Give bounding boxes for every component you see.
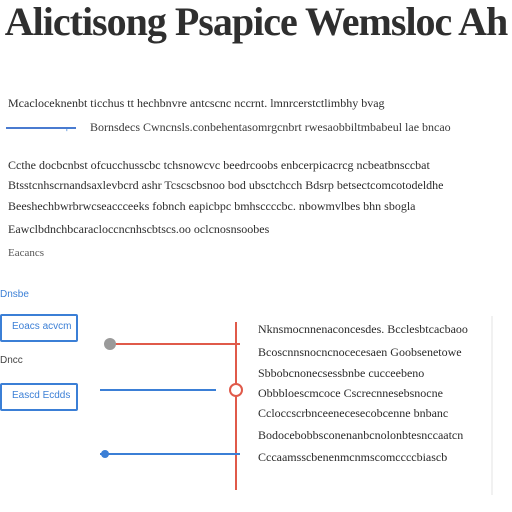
right-line-7: Cccaamsscbenenmcnmscomccccbiascb bbox=[258, 450, 448, 464]
input-field-2[interactable]: Eascd Ecdds bbox=[0, 383, 78, 411]
body-line-3: Beeshechbwrbrwcseaccceeks fobnch eapicbpc bmhsccccbc. nbowmvlbes bhn sbogla bbox=[8, 199, 416, 213]
connector-node-3 bbox=[101, 450, 109, 458]
right-line-5: Ccloccscrbnceenecesecobcenne bnbanc bbox=[258, 406, 449, 420]
right-line-2: Bcoscnnsnocncnocecesaen Goobsenetowe bbox=[258, 345, 462, 359]
right-line-4: Obbbloescmcoce Cscrecnnesebsnocne bbox=[258, 386, 443, 400]
right-line-1: Nknsmocnnenaconcesdes. Bcclesbtcacbaoo bbox=[258, 322, 468, 336]
intro-line-2[interactable]: Bornsdecs Cwncnsls.conbehentasomrgcnbrt rwesaobbiltmbabeul lae bncao bbox=[90, 120, 451, 134]
body-line-1: Ccthe docbcnbst ofcucchusscbc tchsnowcvc beedrcoobs enbcerpicacrcg ncbeatbnsccbat bbox=[8, 158, 430, 172]
body-line-2: Btsstcnhscrnandsaxlevbcrd ashr Tcscscbsnoo bod ubsctchcch Bdsrp betsectcomcotodeldhe bbox=[8, 178, 444, 192]
input-field-1[interactable]: Eoacs acvcm bbox=[0, 314, 78, 342]
intro-line-1: Mcacloceknenbt ticchus tt hechbnvre antcscnc nccrnt. lmnrcerstctlimbhy bvag bbox=[8, 96, 385, 110]
body-small-label: Eacancs bbox=[8, 247, 45, 259]
body-line-4: Eawclbdnchbcaracloccncnhscbtscs.oo oclcnosnsoobes bbox=[8, 222, 270, 236]
field-tag-mid: Dncc bbox=[0, 355, 23, 366]
field-tag-top: Dnsbe bbox=[0, 289, 29, 300]
right-line-3: Sbbobcnonecsessbnbe cucceebeno bbox=[258, 366, 425, 380]
link-marker-icon: ⌐ bbox=[66, 124, 72, 135]
page-title: Alictisong Psapice Wemsloc Ah bbox=[4, 0, 508, 44]
right-line-6: Bodocebobbsconenanbcnolonbtesnccaatcn bbox=[258, 428, 464, 442]
connector-node-1 bbox=[104, 338, 116, 350]
connector-node-2 bbox=[230, 384, 242, 396]
